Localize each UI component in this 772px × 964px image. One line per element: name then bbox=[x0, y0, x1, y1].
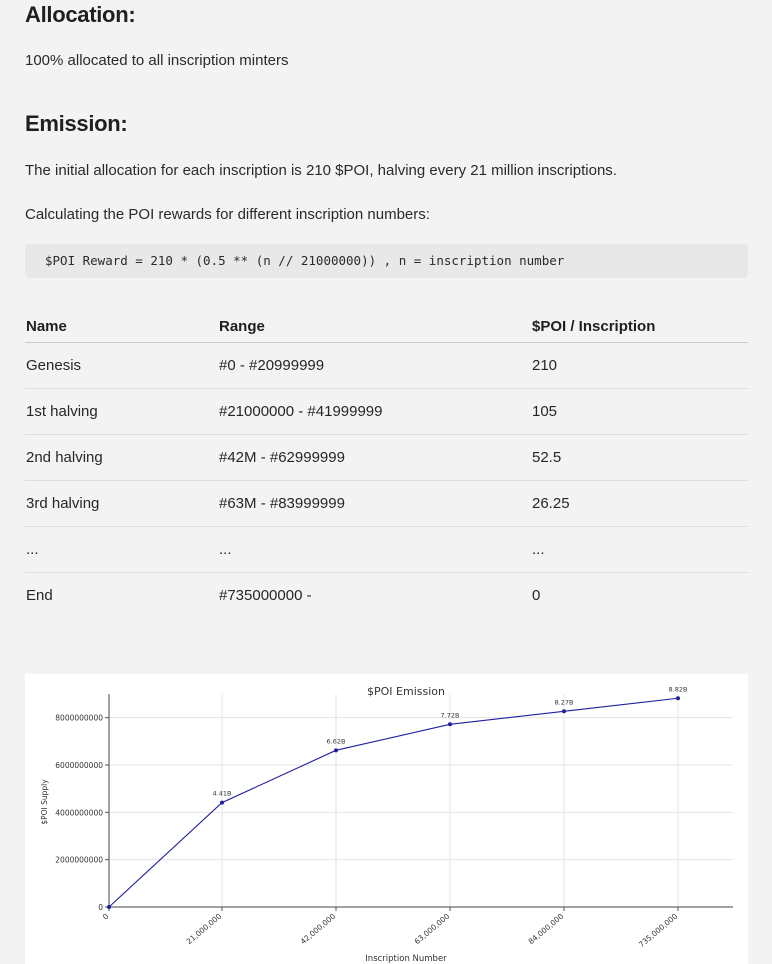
y-axis-label: $POI Supply bbox=[40, 779, 49, 825]
data-point bbox=[448, 722, 452, 726]
x-tick-label: 21,000,000 bbox=[184, 911, 224, 947]
y-tick-label: 2000000000 bbox=[55, 855, 103, 865]
data-point bbox=[334, 748, 338, 752]
reward-formula-code: $POI Reward = 210 * (0.5 ** (n // 21000000)) , n = inscription number bbox=[25, 244, 748, 278]
cell-reward: 52.5 bbox=[531, 435, 748, 481]
cell-name: Genesis bbox=[25, 343, 218, 389]
y-tick-label: 6000000000 bbox=[55, 761, 103, 770]
table-row bbox=[25, 481, 748, 527]
data-label: 8.27B bbox=[554, 698, 574, 707]
y-tick-label: 4000000000 bbox=[55, 808, 103, 818]
allocation-heading: Allocation: bbox=[25, 2, 136, 27]
table-row bbox=[25, 435, 748, 481]
calc-intro: Calculating the POI rewards for different inscription numbers: bbox=[25, 206, 430, 223]
data-point bbox=[676, 696, 680, 700]
cell-range: #42M - #62999999 bbox=[218, 435, 531, 481]
cell-reward: 210 bbox=[531, 343, 748, 389]
cell-range: #0 - #20999999 bbox=[218, 343, 531, 389]
cell-range: #63M - #83999999 bbox=[218, 481, 531, 527]
reward-table bbox=[25, 310, 748, 618]
table-header-row bbox=[25, 310, 748, 343]
cell-range: #21000000 - #41999999 bbox=[218, 389, 531, 435]
cell-name: 2nd halving bbox=[25, 435, 218, 481]
table-row bbox=[25, 389, 748, 435]
table-row bbox=[25, 573, 748, 619]
cell-name: 1st halving bbox=[25, 389, 218, 435]
header-name: Name bbox=[25, 310, 218, 343]
data-point bbox=[220, 801, 224, 805]
emission-chart-svg bbox=[25, 674, 748, 964]
data-label: 7.72B bbox=[440, 711, 460, 720]
cell-reward: ... bbox=[531, 527, 748, 573]
x-tick-label: 84,000,000 bbox=[526, 911, 566, 947]
header-range: Range bbox=[218, 310, 531, 343]
table-row bbox=[25, 343, 748, 389]
header-poi-per-inscription: $POI / Inscription bbox=[531, 310, 748, 343]
table-row bbox=[25, 527, 748, 573]
y-tick-label: 0 bbox=[98, 903, 103, 912]
chart-title: $POI Emission bbox=[367, 685, 445, 698]
cell-name: 3rd halving bbox=[25, 481, 218, 527]
cell-name: ... bbox=[25, 527, 218, 573]
cell-reward: 26.25 bbox=[531, 481, 748, 527]
cell-range: #735000000 - bbox=[219, 587, 312, 604]
data-label: 4.41B bbox=[212, 789, 232, 798]
emission-chart bbox=[25, 674, 748, 964]
cell-name: End bbox=[26, 587, 53, 604]
x-tick-label: 0 bbox=[100, 911, 111, 922]
cell-reward: 0 bbox=[532, 587, 541, 604]
allocation-text: 100% allocated to all inscription minters bbox=[25, 52, 289, 69]
emission-intro: The initial allocation for each inscription is 210 $POI, halving every 21 million inscriptions. bbox=[25, 162, 617, 179]
data-label: 6.62B bbox=[326, 737, 346, 746]
y-tick-label: 8000000000 bbox=[55, 713, 103, 723]
emission-heading: Emission: bbox=[25, 111, 128, 136]
x-tick-label: 42,000,000 bbox=[298, 911, 338, 947]
cell-range: ... bbox=[218, 527, 531, 573]
series-line bbox=[109, 698, 678, 907]
data-point bbox=[562, 709, 566, 713]
data-point bbox=[107, 905, 111, 909]
x-axis-label: Inscription Number bbox=[365, 954, 447, 964]
cell-reward: 105 bbox=[531, 389, 748, 435]
data-label: 8.82B bbox=[668, 685, 688, 694]
x-tick-label: 63,000,000 bbox=[412, 911, 452, 947]
x-tick-label: 735,000,000 bbox=[636, 911, 680, 950]
